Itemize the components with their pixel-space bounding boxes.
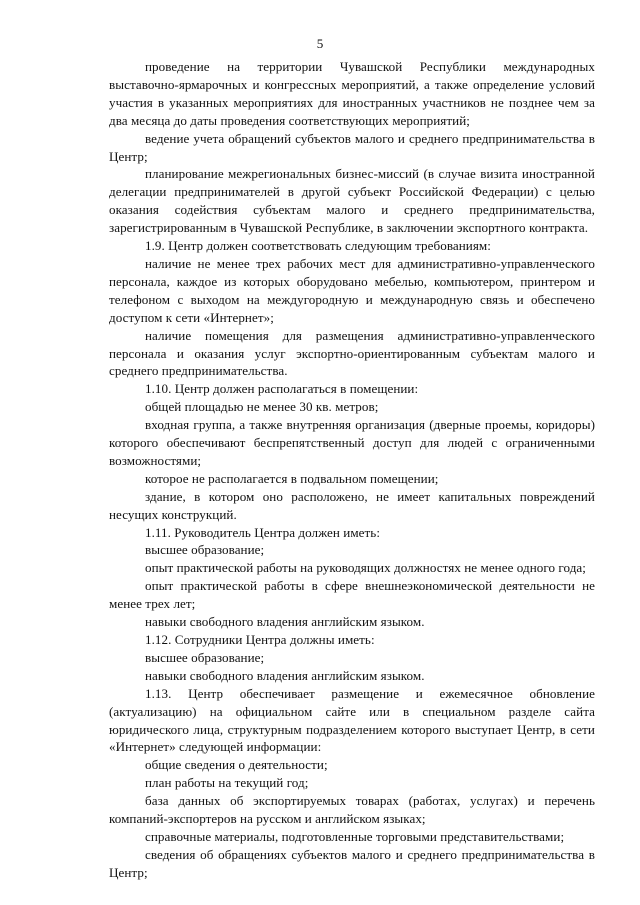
section-heading-1-9: 1.9. Центр должен соответствовать следующим требованиям: <box>145 238 491 254</box>
paragraph: опыт практической работы на руководящих должностях не менее одного года; <box>145 560 586 576</box>
section-heading-1-13: 1.13. Центр обеспечивает размещение и ежемесячное обновление (актуализацию) на официальном сайте или в специальном разделе сайта юридического лица, структурным подразделением которого выступает Центр, в сети «Интернет» следующей информации: <box>109 685 595 755</box>
section-heading-1-12: 1.12. Сотрудники Центра должны иметь: <box>145 632 375 647</box>
paragraph: общей площадью не менее 30 кв. метров; <box>145 399 379 415</box>
paragraph: входная группа, а также внутренняя организация (дверные проемы, коридоры) которого обеспечивают беспрепятственный доступ для людей с ограниченными возможностями; <box>109 417 595 468</box>
paragraph: ведение учета обращений субъектов малого и среднего предпринимательства в Центр; <box>109 130 595 164</box>
section-heading-1-10: 1.10. Центр должен располагаться в помещении: <box>145 381 419 397</box>
paragraph: навыки свободного владения английским языком. <box>145 667 425 683</box>
paragraph: справочные материалы, подготовленные торговыми представительствами; <box>145 828 565 844</box>
paragraph: сведения об обращениях субъектов малого и среднего предпринимательства в Центр; <box>109 846 595 880</box>
paragraph: высшее образование; <box>145 542 265 558</box>
paragraph: база данных об экспортируемых товарах (работах, услугах) и перечень компаний-экспортеров на русском и английском языках; <box>109 793 595 827</box>
document-body <box>109 58 595 882</box>
paragraph: наличие не менее трех рабочих мест для административно-управленческого персонала, каждое из которых оборудовано мебелью, компьютером, принтером и телефоном с выходом на междугородную и международную связь и обеспечено доступом к сети «Интернет»; <box>109 255 595 325</box>
paragraph: наличие помещения для размещения административно-управленческого персонала и оказания услуг экспортно-ориентированным субъектам малого и среднего предпринимательства. <box>109 327 595 379</box>
paragraph: высшее образование; <box>145 649 265 665</box>
paragraph: проведение на территории Чувашской Республики международных выставочно-ярмарочных и конгрессных мероприятий, а также определение условий участия в указанных мероприятиях для иностранных участников не позднее чем за два месяца до даты проведения соответствующих мероприятий; <box>109 59 595 128</box>
page-number: 5 <box>316 36 324 51</box>
paragraph: общие сведения о деятельности; <box>145 757 328 773</box>
paragraph: навыки свободного владения английским языком. <box>145 614 425 630</box>
paragraph: здание, в котором оно расположено, не имеет капитальных повреждений несущих конструкций. <box>109 488 595 522</box>
paragraph: планирование межрегиональных бизнес-миссий (в случае визита иностранной делегации предпринимателей в другой субъект Российской Федерации) с целью оказания содействия субъектам малого и среднего предпринимательства, зарегистрированным в Чувашской Республике, в заключении экспортного контракта. <box>109 166 595 236</box>
paragraph: которое не располагается в подвальном помещении; <box>145 470 439 486</box>
paragraph: план работы на текущий год; <box>145 775 309 791</box>
paragraph: опыт практической работы в сфере внешнеэкономической деятельности не менее трех лет; <box>109 578 595 612</box>
section-heading-1-11: 1.11. Руководитель Центра должен иметь: <box>145 524 381 540</box>
